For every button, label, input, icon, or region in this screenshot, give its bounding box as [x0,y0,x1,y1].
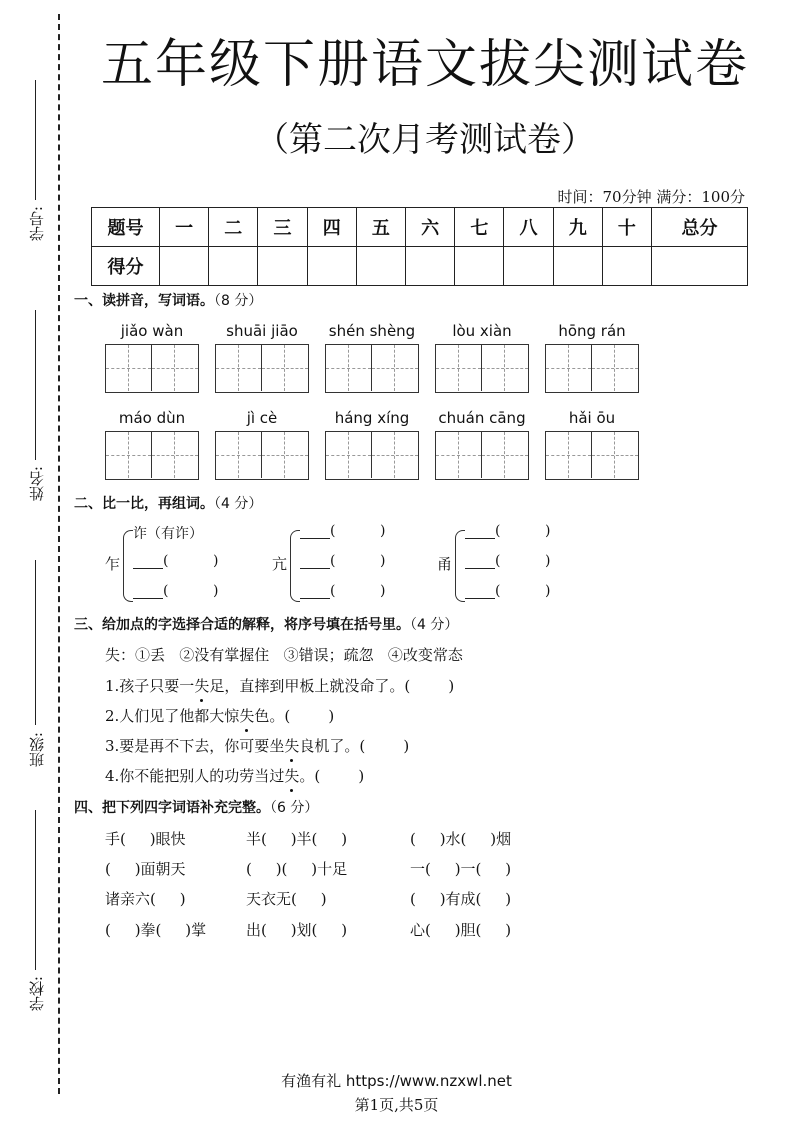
word-blank-row[interactable]: ( ) [133,553,218,569]
tianzige-box[interactable] [215,344,309,393]
score-header-cell: 三 [258,208,307,247]
section-2-title: 二、比一比，再组词。 [74,496,214,512]
score-table-score-row [92,247,748,286]
pinyin-label: máo dùn [118,409,186,427]
section-2-heading [74,493,262,513]
compare-char: 乍 [105,555,121,573]
score-cell[interactable] [455,247,504,286]
score-cell[interactable] [406,247,455,286]
score-row-label: 得分 [92,247,160,286]
idiom-item[interactable]: 手( )眼快 [105,830,186,848]
score-header-cell: 七 [455,208,504,247]
tianzige-box[interactable] [435,431,529,480]
definition-options: 失：①丢 ②没有掌握住 ③错误；疏忽 ④改变常态 [105,646,463,664]
score-cell[interactable] [356,247,405,286]
word-blank-row[interactable]: ( ) [300,583,385,599]
score-table [91,207,748,286]
idiom-item[interactable]: ( )水( )烟 [410,830,512,848]
score-header-cell: 六 [406,208,455,247]
word-blank-row[interactable]: ( ) [465,523,550,539]
idiom-item[interactable]: ( )面朝天 [105,860,186,878]
score-cell[interactable] [160,247,209,286]
question-4: 4.你不能把别人的功劳当过失。( ) [105,767,365,785]
side-field-student-id [20,80,50,270]
word-blank-row[interactable]: ( ) [465,553,550,569]
pinyin-label: shén shèng [328,322,416,340]
score-cell[interactable] [652,247,748,286]
score-header-cell: 五 [356,208,405,247]
page-subtitle: （第二次月考测试卷） [255,120,595,160]
pinyin-label: jiǎo wàn [120,322,184,340]
word-blank-row[interactable]: ( ) [133,583,218,599]
side-label-school: 学校: [28,976,46,1012]
dotted-char: 失 [284,737,300,755]
score-header-cell: 十 [602,208,651,247]
word-blank-row[interactable]: ( ) [465,583,550,599]
side-rule [35,810,36,970]
dotted-char: 失 [194,677,210,695]
pinyin-label: shuāi jiāo [226,322,298,340]
score-cell[interactable] [307,247,356,286]
score-header-cell: 九 [553,208,602,247]
score-cell[interactable] [602,247,651,286]
compare-char: 甬 [437,555,453,573]
section-4-title: 四、把下列四字词语补充完整。 [74,800,270,816]
section-3-heading [74,614,458,634]
section-1-points: （8 分） [214,293,263,309]
idiom-item[interactable]: ( )有成( ) [410,890,512,908]
score-header-cell: 四 [307,208,356,247]
brace [290,530,300,602]
brace [455,530,465,602]
score-cell[interactable] [258,247,307,286]
tianzige-box[interactable] [545,344,639,393]
section-1-title: 一、读拼音，写词语。 [74,293,214,309]
tianzige-box[interactable] [435,344,529,393]
side-rule [35,310,36,460]
idiom-item[interactable]: ( )拳( )掌 [105,921,207,939]
pinyin-label: chuán cāng [438,409,526,427]
idiom-item[interactable]: 出( )划( ) [246,921,348,939]
score-header-cell: 一 [160,208,209,247]
section-3-title: 三、给加点的字选择合适的解释，将序号填在括号里。 [74,617,410,633]
dotted-char: 失 [284,767,300,785]
tianzige-box[interactable] [105,344,199,393]
idiom-item[interactable]: 天衣无( ) [246,890,327,908]
score-header-cell: 总分 [652,208,748,247]
word-blank-row[interactable]: ( ) [300,553,385,569]
tianzige-box[interactable] [545,431,639,480]
time-info: 时间：70分钟 满分：100分 [557,188,745,206]
idiom-item[interactable]: 半( )半( ) [246,830,348,848]
question-1: 1.孩子只要一失足，直摔到甲板上就没命了。( ) [105,677,455,695]
pinyin-label: lòu xiàn [452,322,512,340]
tianzige-box[interactable] [215,431,309,480]
tianzige-box[interactable] [325,344,419,393]
compare-char: 亢 [272,555,288,573]
idiom-item[interactable]: 心( )胆( ) [410,921,512,939]
side-label-name: 姓名: [28,466,46,502]
side-field-class [20,560,50,780]
page-title: 五年级下册语文拔尖测试卷 [100,35,749,95]
tianzige-box[interactable] [105,431,199,480]
side-label-class: 班级: [28,732,46,768]
side-field-school [20,810,50,1025]
tianzige-box[interactable] [325,431,419,480]
score-cell[interactable] [553,247,602,286]
score-header-cell: 八 [504,208,553,247]
score-cell[interactable] [209,247,258,286]
section-3-points: （4 分） [410,617,459,633]
brace [123,530,133,602]
score-cell[interactable] [504,247,553,286]
question-2: 2.人们见了他都大惊失色。( ) [105,707,335,725]
side-label-student-id: 学号: [28,206,46,242]
score-header-cell: 二 [209,208,258,247]
pinyin-label: hǎi ōu [568,409,616,427]
side-rule [35,560,36,725]
word-example: 诈（有诈） [133,526,203,542]
pinyin-label: jì cè [246,409,278,427]
pinyin-label: háng xíng [334,409,410,427]
score-header-cell: 题号 [92,208,160,247]
side-rule [35,80,36,200]
dotted-char: 失 [239,707,255,725]
word-blank-row[interactable]: ( ) [300,523,385,539]
section-2-points: （4 分） [214,496,263,512]
idiom-item[interactable]: ( )( )十足 [246,860,348,878]
section-4-points: （6 分） [270,800,319,816]
pinyin-label: hōng rán [558,322,626,340]
footer-watermark: 有渔有礼 https://www.nzxwl.net [281,1072,512,1090]
section-4-heading [74,797,318,817]
idiom-item[interactable]: 诸亲六( ) [105,890,186,908]
binding-dashed-line [58,14,60,1094]
question-3: 3.要是再不下去，你可要坐失良机了。( ) [105,737,410,755]
section-1-heading [74,290,262,310]
page-number: 第1页,共5页 [354,1096,439,1114]
idiom-item[interactable]: 一( )一( ) [410,860,512,878]
side-field-name [20,310,50,510]
score-table-header-row [92,208,748,247]
